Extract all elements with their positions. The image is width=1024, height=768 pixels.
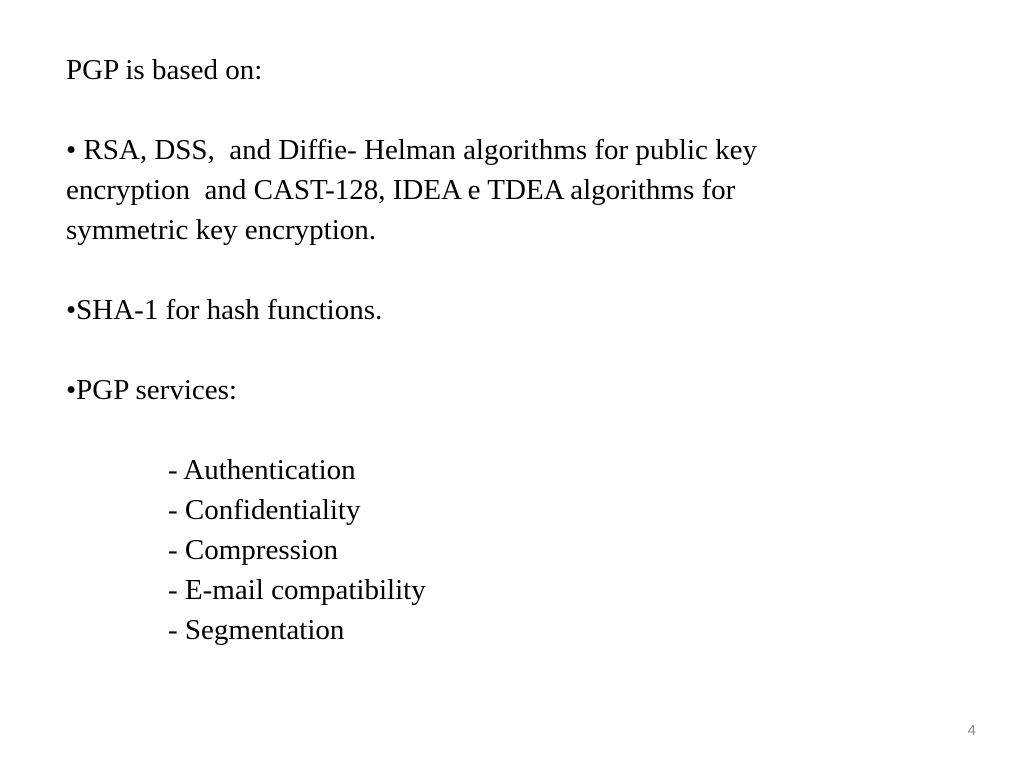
service-item-confidentiality: - Confidentiality xyxy=(168,494,361,526)
services-list xyxy=(66,450,966,650)
slide-body xyxy=(66,50,966,650)
service-item-segmentation: - Segmentation xyxy=(168,614,345,646)
spacer xyxy=(66,410,966,450)
algorithms-line-2: encryption and CAST-128, IDEA e TDEA algorithms for xyxy=(66,174,736,206)
spacer xyxy=(66,330,966,370)
hash-bullet: •SHA-1 for hash functions. xyxy=(66,294,383,326)
spacer xyxy=(66,90,966,130)
services-heading: •PGP services: xyxy=(66,374,237,406)
service-item-email-compatibility: - E-mail compatibility xyxy=(168,574,426,606)
page-number: 4 xyxy=(967,722,976,739)
algorithms-bullet xyxy=(66,130,966,250)
spacer xyxy=(66,250,966,290)
algorithms-line-3: symmetric key encryption. xyxy=(66,214,377,246)
algorithms-line-1: • RSA, DSS, and Diffie- Helman algorithms for public key xyxy=(66,134,758,166)
service-item-authentication: - Authentication xyxy=(168,454,356,486)
service-item-compression: - Compression xyxy=(168,534,338,566)
intro-text: PGP is based on: xyxy=(66,54,263,86)
